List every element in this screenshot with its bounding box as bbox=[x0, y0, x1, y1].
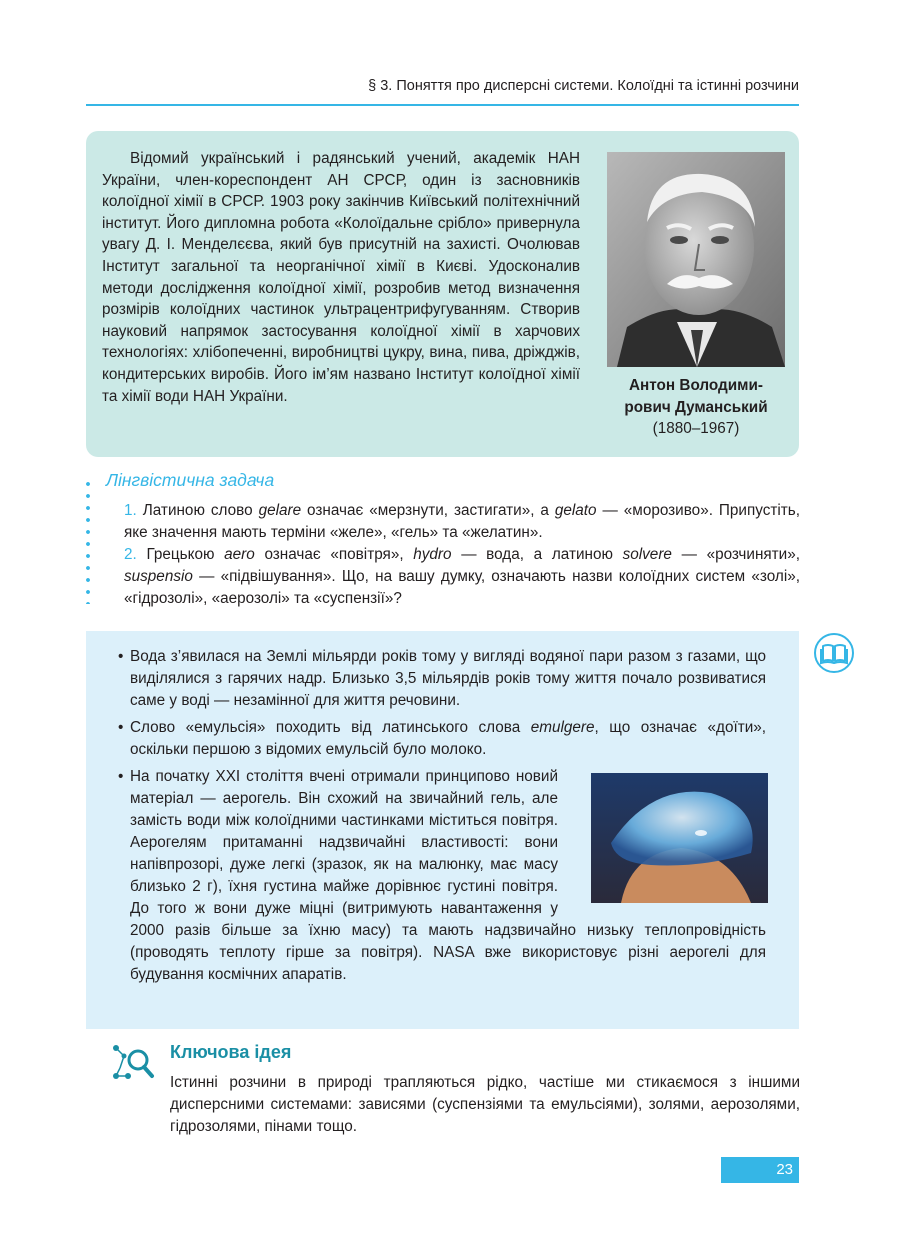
task-text: — «розчиняти», bbox=[671, 546, 800, 563]
linguistic-task-1 bbox=[124, 500, 800, 544]
latin-word: solvere bbox=[622, 546, 672, 563]
page-number: 23 bbox=[721, 1157, 799, 1183]
latin-word: gelato bbox=[554, 502, 597, 519]
greek-word: aero bbox=[224, 546, 255, 563]
task-text: означає «мерзнути, застигати», а bbox=[301, 502, 555, 519]
caption-name-line1: Антон Володими- bbox=[628, 377, 763, 394]
fact-item-water bbox=[118, 646, 766, 712]
latin-word: emulgere bbox=[530, 719, 595, 736]
fact-text-part: Слово «емульсія» походить від латинського слова bbox=[130, 719, 531, 736]
book-icon bbox=[813, 632, 855, 674]
linguistic-task-text bbox=[124, 500, 800, 610]
fact-text bbox=[118, 717, 766, 761]
fact-text-part: На початку XXI століття вчені отримали принципово новий матеріал — аерогель. Він схожий на звичайний гель, але замість води між колоїдними частинками міститься повітря. Аерогелям притаманні надзвичайні властивості: вони напівпрозорі, дуже легкі (зразок, як на малюнку, має масу близько 2 г), їхня густина майже дорівнює густині повітря. До того ж вони дуже міцні (витримують навантаження у 2000 разів більше за їхню масу) та мають надзвичайно низьку теплопровідність (проводять теплоту гірше за повітря). NASA вже використовує різні аерогелі для будування космічних апаратів. bbox=[130, 768, 766, 983]
linguistic-task-2 bbox=[124, 544, 800, 610]
task-number: 2. bbox=[124, 546, 137, 563]
task-text: Латиною слово bbox=[136, 502, 259, 519]
bullet: • bbox=[118, 648, 124, 665]
biography-text: Відомий український і радянський учений, академік НАН України, член-кореспондент АН СРСР, один із засновників колоїдної хімії в СРСР. 1903 року закінчив Київський політехнічний інститут. Його дипломна робота «Колоїдальне срібло» привернула увагу Д. І. Менделєєва, який був присутній на захисті. Очолював Інститут загальної та неорганічної хімії в Києві. Удосконалив методи дослідження колоїдної хімії, розробив метод визначення розмірів колоїдних частинок ультрацентрифугуванням. Створив науковий напрямок застосування колоїдної хімії в харчових технологіях: хлібопеченні, виробництві цукру, вина, пива, дріжджів, кондитерських виробів. Його ім’ям названо Інститут колоїдної хімії та хімії води НАН України. bbox=[102, 150, 580, 405]
latin-word: suspensio bbox=[124, 568, 193, 585]
bullet: • bbox=[118, 719, 124, 736]
fact-text-part: , що означає «доїти», оскільки першою з відомих емульсій було молоко. bbox=[130, 719, 767, 758]
task-number: 1. bbox=[124, 502, 137, 519]
portrait-photo bbox=[607, 152, 785, 367]
caption-name-line2: рович Думанський bbox=[624, 398, 768, 416]
aerogel-photo bbox=[591, 773, 768, 903]
task-text: — вода, а латиною bbox=[451, 546, 623, 563]
portrait-caption bbox=[595, 375, 797, 440]
key-idea-title: Ключова ідея bbox=[170, 1042, 292, 1062]
task-text: — «підвішування». Що, на вашу думку, означають назви колоїдних систем «золі», «гідрозолі», «аерозолі» та «суспензії»? bbox=[124, 568, 800, 607]
linguistic-task-title: Лінгвістична задача bbox=[106, 470, 275, 490]
task-text: Грецькою bbox=[136, 546, 225, 563]
task-text: означає «повітря», bbox=[254, 546, 414, 563]
fact-text: Вода з’явилася на Землі мільярди років тому у вигляді водяної пари разом з газами, що виділялися з гарячих надр. Близько 3,5 мільярдів років тому життя почало розвиватися саме у воді — незамінної для життя речовини. bbox=[130, 648, 766, 709]
fact-item-emulsion bbox=[118, 717, 766, 761]
latin-word: gelare bbox=[258, 502, 302, 519]
molecule-magnifier-icon bbox=[110, 1042, 156, 1084]
caption-years: (1880–1967) bbox=[652, 420, 740, 438]
key-idea-text: Істинні розчини в природі трапляються рідко, частіше ми стикаємося з іншими дисперсними системами: зависями (суспензіями та емульсіями), золями, аерозолями, гідрозолями, пінами тощо. bbox=[170, 1074, 800, 1135]
task-text: — «морозиво». Припустіть, яке значення мають терміни «желе», «гель» та «желатин». bbox=[124, 502, 800, 541]
greek-word: hydro bbox=[413, 546, 452, 563]
dotted-margin-line bbox=[86, 478, 90, 604]
header-divider bbox=[86, 104, 799, 106]
running-header: § 3. Поняття про дисперсні системи. Колоїдні та істинні розчини bbox=[368, 78, 799, 94]
bullet: • bbox=[118, 768, 124, 785]
